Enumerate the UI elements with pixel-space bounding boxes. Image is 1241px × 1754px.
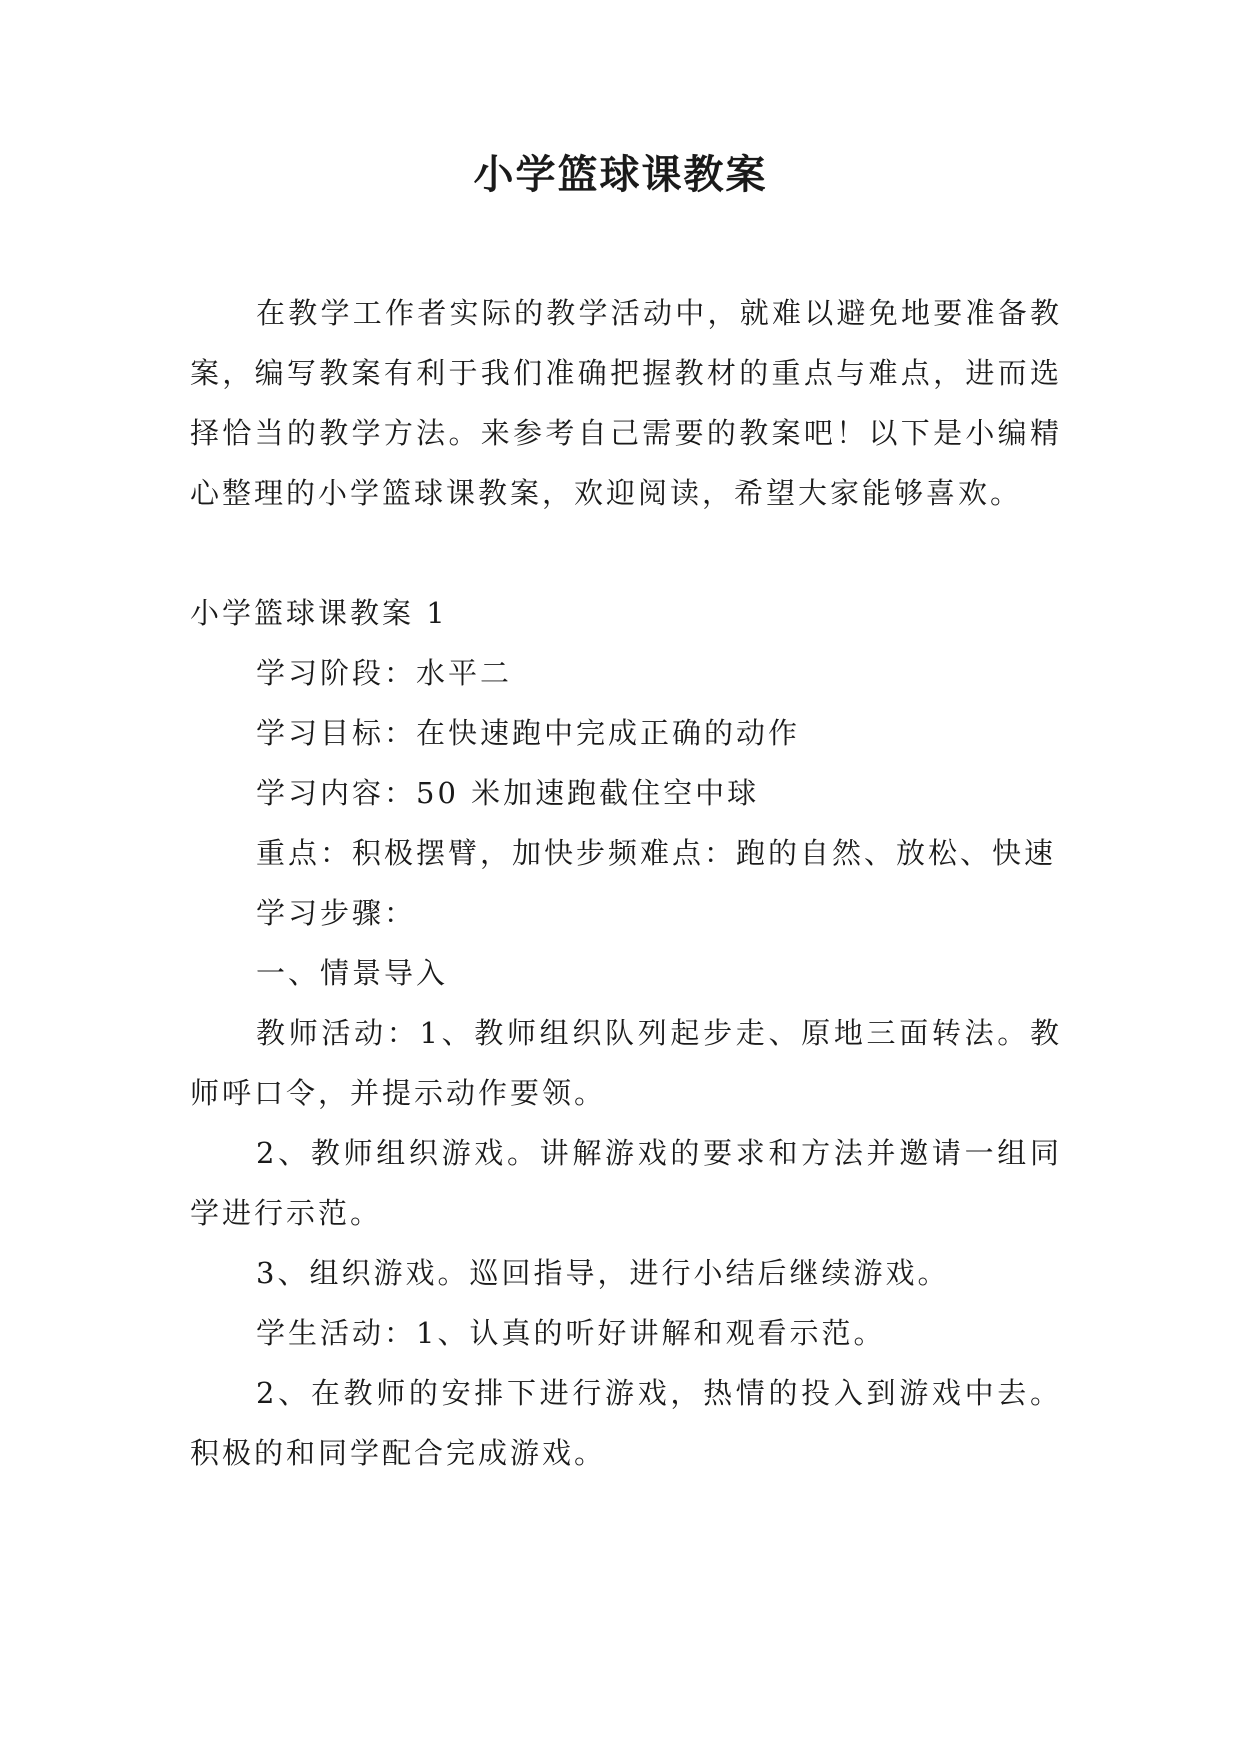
section-spacer [190, 523, 1062, 583]
paragraph-learning-content: 学习内容：50 米加速跑截住空中球 [256, 776, 760, 810]
paragraph-student-activity-1: 学生活动：1、认真的听好讲解和观看示范。 [256, 1316, 886, 1350]
paragraph-teacher-activity-3: 3、组织游戏。巡回指导，进行小结后继续游戏。 [256, 1256, 950, 1290]
intro-paragraph: 在教学工作者实际的教学活动中，就难以避免地要准备教案，编写教案有利于我们准确把握教材的重点与难点，进而选择恰当的教学方法。来参考自己需要的教案吧！以下是小编精心整理的小学篮球课教案，欢迎阅读，希望大家能够喜欢。 [190, 296, 1062, 510]
paragraph-learning-stage: 学习阶段：水平二 [256, 656, 513, 690]
section-heading: 小学篮球课教案 1 [190, 596, 448, 630]
paragraph-teacher-activity-2: 2、教师组织游戏。讲解游戏的要求和方法并邀请一组同学进行示范。 [190, 1136, 1062, 1230]
paragraph-learning-goal: 学习目标：在快速跑中完成正确的动作 [256, 716, 801, 750]
paragraph-teacher-activity-1: 教师活动：1、教师组织队列起步走、原地三面转法。教师呼口令，并提示动作要领。 [190, 1016, 1062, 1110]
document-body [190, 283, 1062, 1483]
document-title: 小学篮球课教案 [473, 151, 768, 198]
paragraph-student-activity-2: 2、在教师的安排下进行游戏，热情的投入到游戏中去。积极的和同学配合完成游戏。 [190, 1376, 1062, 1470]
paragraph-key-points: 重点：积极摆臂，加快步频难点：跑的自然、放松、快速 [256, 836, 1057, 870]
paragraph-scenario-intro: 一、情景导入 [256, 956, 449, 990]
paragraph-learning-steps: 学习步骤： [256, 896, 417, 930]
